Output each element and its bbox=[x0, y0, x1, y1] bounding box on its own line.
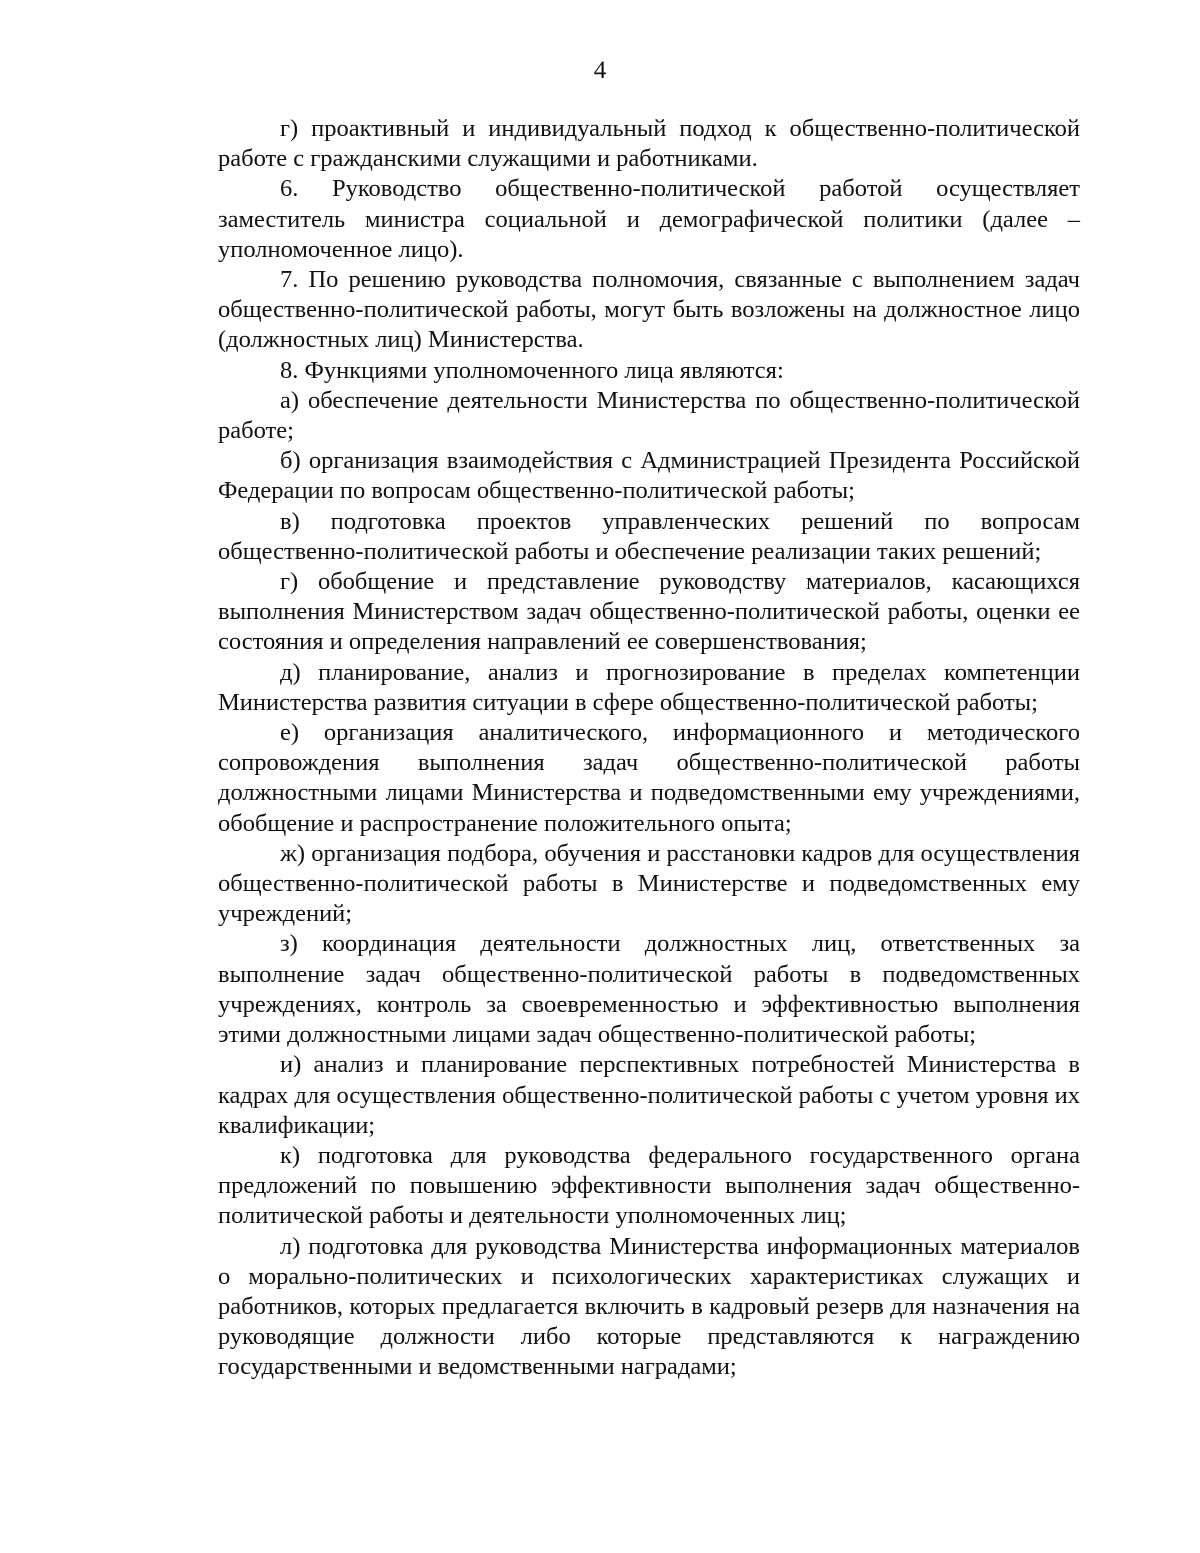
list-item-b: б) организация взаимодействия с Администрацией Президента Российской Федерации по вопросам общественно-политической работы; bbox=[218, 447, 1080, 505]
paragraph-8-functions-heading: 8. Функциями уполномоченного лица являются: bbox=[280, 356, 784, 384]
list-item-l: л) подготовка для руководства Министерства информационных материалов о морально-политических и психологических характеристиках служащих и работников, которых предлагается включить в кадровый резерв для назначения на руководящие должности либо которые представляются к награждению государственными и ведомственными наградами; bbox=[218, 1232, 1080, 1381]
list-item-k: к) подготовка для руководства федерального государственного органа предложений по повышению эффективности выполнения задач общественно-политической работы и деятельности уполномоченных лиц; bbox=[218, 1141, 1080, 1230]
document-body bbox=[218, 114, 1080, 1383]
page-number: 4 bbox=[593, 57, 607, 84]
list-item-d: д) планирование, анализ и прогнозирование в пределах компетенции Министерства развития ситуации в сфере общественно-политической работы; bbox=[218, 658, 1080, 716]
list-item-z: з) координация деятельности должностных лиц, ответственных за выполнение задач общественно-политической работы в подведомственных учреждениях, контроль за своевременностью и эффективностью выполнения этими должностными лицами задач общественно-политической работы; bbox=[218, 930, 1080, 1049]
list-item-g: г) обобщение и представление руководству материалов, касающихся выполнения Министерством задач общественно-политической работы, оценки ее состояния и определения направлений ее совершенствования; bbox=[218, 568, 1080, 656]
list-item-e: е) организация аналитического, информационного и методического сопровождения выполнения задач общественно-политической работы должностными лицами Министерства и подведомственными ему учреждениями, обобщение и распространение положительного опыта; bbox=[218, 719, 1080, 837]
paragraph-g-proactive-approach: г) проактивный и индивидуальный подход к общественно-политической работе с гражданскими служащими и работниками. bbox=[218, 115, 1080, 173]
list-item-a: а) обеспечение деятельности Министерства по общественно-политической работе; bbox=[218, 386, 1080, 445]
paragraph-7-delegation: 7. По решению руководства полномочия, связанные с выполнением задач общественно-политической работы, могут быть возложены на должностное лицо (должностных лиц) Министерства. bbox=[218, 266, 1080, 354]
list-item-v: в) подготовка проектов управленческих решений по вопросам общественно-политической работы и обеспечение реализации таких решений; bbox=[218, 507, 1080, 565]
list-item-i: и) анализ и планирование перспективных потребностей Министерства в кадрах для осуществления общественно-политической работы с учетом уровня их квалификации; bbox=[218, 1051, 1080, 1139]
paragraph-6-management: 6. Руководство общественно-политической работой осуществляет заместитель министра социальной и демографической политики (далее – уполномоченное лицо). bbox=[218, 175, 1080, 263]
list-item-zh: ж) организация подбора, обучения и расстановки кадров для осуществления общественно-политической работы в Министерстве и подведомственных ему учреждений; bbox=[218, 839, 1080, 928]
